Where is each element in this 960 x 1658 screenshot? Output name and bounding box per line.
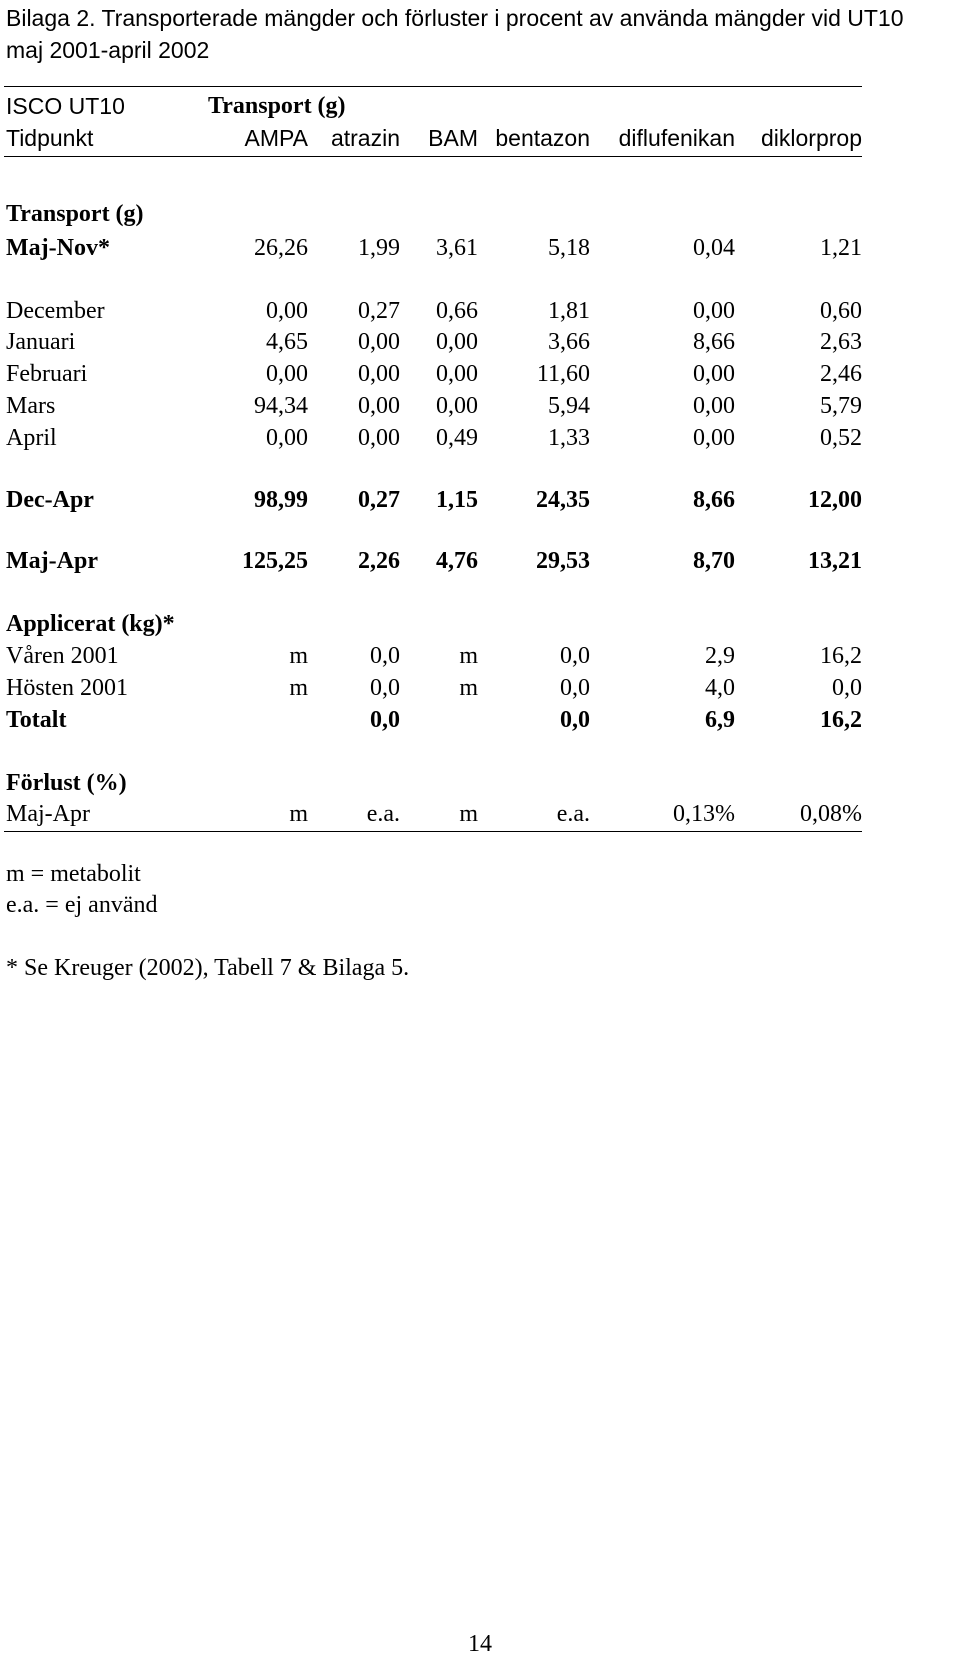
table-top-rule bbox=[4, 86, 862, 87]
table-bottom-rule bbox=[4, 831, 862, 832]
table-cell: 3,66 bbox=[548, 329, 590, 355]
table-cell: 16,2 bbox=[820, 707, 862, 733]
table-cell: 0,08% bbox=[800, 801, 862, 827]
table-cell: 125,25 bbox=[242, 548, 308, 574]
table-cell: 94,34 bbox=[254, 393, 308, 419]
table-cell: e.a. bbox=[366, 801, 400, 827]
table-cell: 2,9 bbox=[705, 643, 735, 669]
table-cell: 0,60 bbox=[820, 298, 862, 324]
table-cell: 0,00 bbox=[436, 361, 478, 387]
table-cell: 6,9 bbox=[705, 707, 735, 733]
table-cell: 0,00 bbox=[358, 361, 400, 387]
table-cell: 0,00 bbox=[358, 425, 400, 451]
note-metabolit: m = metabolit bbox=[6, 861, 141, 887]
column-heading-diklorprop: diklorprop bbox=[761, 125, 862, 151]
row-label: Januari bbox=[6, 329, 76, 355]
table-cell: 3,61 bbox=[436, 235, 478, 261]
table-cell: 1,99 bbox=[358, 235, 400, 261]
table-cell: 16,2 bbox=[820, 643, 862, 669]
table-cell: 4,76 bbox=[436, 548, 478, 574]
row-label: Maj-Nov* bbox=[6, 235, 110, 261]
table-cell: m bbox=[459, 675, 478, 701]
table-cell: 0,00 bbox=[693, 361, 735, 387]
row-label: April bbox=[6, 425, 57, 451]
table-cell: 1,21 bbox=[820, 235, 862, 261]
table-cell: 0,27 bbox=[358, 298, 400, 324]
table-cell: 1,81 bbox=[548, 298, 590, 324]
table-cell: 0,00 bbox=[693, 393, 735, 419]
table-cell: m bbox=[289, 675, 308, 701]
row-label: Dec-Apr bbox=[6, 487, 94, 513]
table-cell: 29,53 bbox=[536, 548, 590, 574]
table-cell: 0,0 bbox=[370, 675, 400, 701]
table-cell: 0,00 bbox=[693, 425, 735, 451]
table-cell: 0,00 bbox=[358, 329, 400, 355]
table-cell: 2,46 bbox=[820, 361, 862, 387]
table-caption bbox=[6, 2, 946, 66]
table-cell: 0,13% bbox=[673, 801, 735, 827]
table-cell: 0,0 bbox=[560, 643, 590, 669]
table-cell: 2,63 bbox=[820, 329, 862, 355]
table-cell: 4,0 bbox=[705, 675, 735, 701]
table-cell: 0,00 bbox=[693, 298, 735, 324]
table-cell: 0,0 bbox=[832, 675, 862, 701]
table-cell: 0,00 bbox=[436, 393, 478, 419]
column-heading-atrazin: atrazin bbox=[330, 125, 400, 151]
column-heading-diflufenikan: diflufenikan bbox=[618, 125, 735, 151]
header-bottom-rule bbox=[4, 156, 862, 157]
caption-line-2: maj 2001-april 2002 bbox=[6, 37, 210, 63]
table-cell: 12,00 bbox=[808, 487, 862, 513]
footnote: * Se Kreuger (2002), Tabell 7 & Bilaga 5. bbox=[6, 955, 410, 981]
table-cell: 8,66 bbox=[693, 487, 735, 513]
table-cell: 2,26 bbox=[358, 548, 400, 574]
table-cell: 0,66 bbox=[436, 298, 478, 324]
table-cell: 0,0 bbox=[370, 643, 400, 669]
column-heading-bentazon: bentazon bbox=[495, 125, 590, 151]
table-cell: e.a. bbox=[556, 801, 590, 827]
row-label: Mars bbox=[6, 393, 56, 419]
time-column-heading: Tidpunkt bbox=[6, 125, 94, 151]
table-cell: 11,60 bbox=[536, 361, 590, 387]
row-label: Totalt bbox=[6, 707, 67, 733]
table-cell: 0,00 bbox=[266, 425, 308, 451]
table-cell: 5,79 bbox=[820, 393, 862, 419]
table-cell: 13,21 bbox=[808, 548, 862, 574]
loss-section-label: Förlust (%) bbox=[6, 770, 127, 796]
table-cell: 0,52 bbox=[820, 425, 862, 451]
table-cell: m bbox=[459, 801, 478, 827]
table-cell: 4,65 bbox=[266, 329, 308, 355]
table-cell: 5,94 bbox=[548, 393, 590, 419]
table-cell: 0,27 bbox=[358, 487, 400, 513]
column-heading-ampa: AMPA bbox=[244, 125, 308, 151]
transport-group-heading: Transport (g) bbox=[208, 93, 346, 119]
table-cell: 0,00 bbox=[266, 361, 308, 387]
station-label: ISCO UT10 bbox=[6, 93, 125, 119]
column-heading-bam: BAM bbox=[428, 125, 478, 151]
page-number: 14 bbox=[468, 1631, 492, 1657]
table-cell: 0,00 bbox=[266, 298, 308, 324]
table-cell: 0,49 bbox=[436, 425, 478, 451]
row-label: Våren 2001 bbox=[6, 643, 119, 669]
table-cell: 1,15 bbox=[436, 487, 478, 513]
table-cell: 8,66 bbox=[693, 329, 735, 355]
note-ej-anvand: e.a. = ej använd bbox=[6, 892, 158, 918]
table-cell: m bbox=[289, 643, 308, 669]
applied-section-label: Applicerat (kg)* bbox=[6, 611, 175, 637]
table-cell: 8,70 bbox=[693, 548, 735, 574]
table-cell: 5,18 bbox=[548, 235, 590, 261]
row-label: Maj-Apr bbox=[6, 801, 90, 827]
table-cell: m bbox=[459, 643, 478, 669]
row-label: Hösten 2001 bbox=[6, 675, 128, 701]
transport-section-label: Transport (g) bbox=[6, 201, 144, 227]
table-cell: m bbox=[289, 801, 308, 827]
table-cell: 0,04 bbox=[693, 235, 735, 261]
table-cell: 0,0 bbox=[560, 707, 590, 733]
table-cell: 26,26 bbox=[254, 235, 308, 261]
table-cell: 1,33 bbox=[548, 425, 590, 451]
row-label: Maj-Apr bbox=[6, 548, 98, 574]
row-label: Februari bbox=[6, 361, 88, 387]
table-cell: 0,00 bbox=[436, 329, 478, 355]
table-cell: 0,0 bbox=[370, 707, 400, 733]
table-cell: 0,00 bbox=[358, 393, 400, 419]
table-cell: 24,35 bbox=[536, 487, 590, 513]
row-label: December bbox=[6, 298, 105, 324]
table-cell: 98,99 bbox=[254, 487, 308, 513]
caption-line-1: Bilaga 2. Transporterade mängder och förluster i procent av använda mängder vid UT10 bbox=[6, 5, 904, 31]
table-cell: 0,0 bbox=[560, 675, 590, 701]
